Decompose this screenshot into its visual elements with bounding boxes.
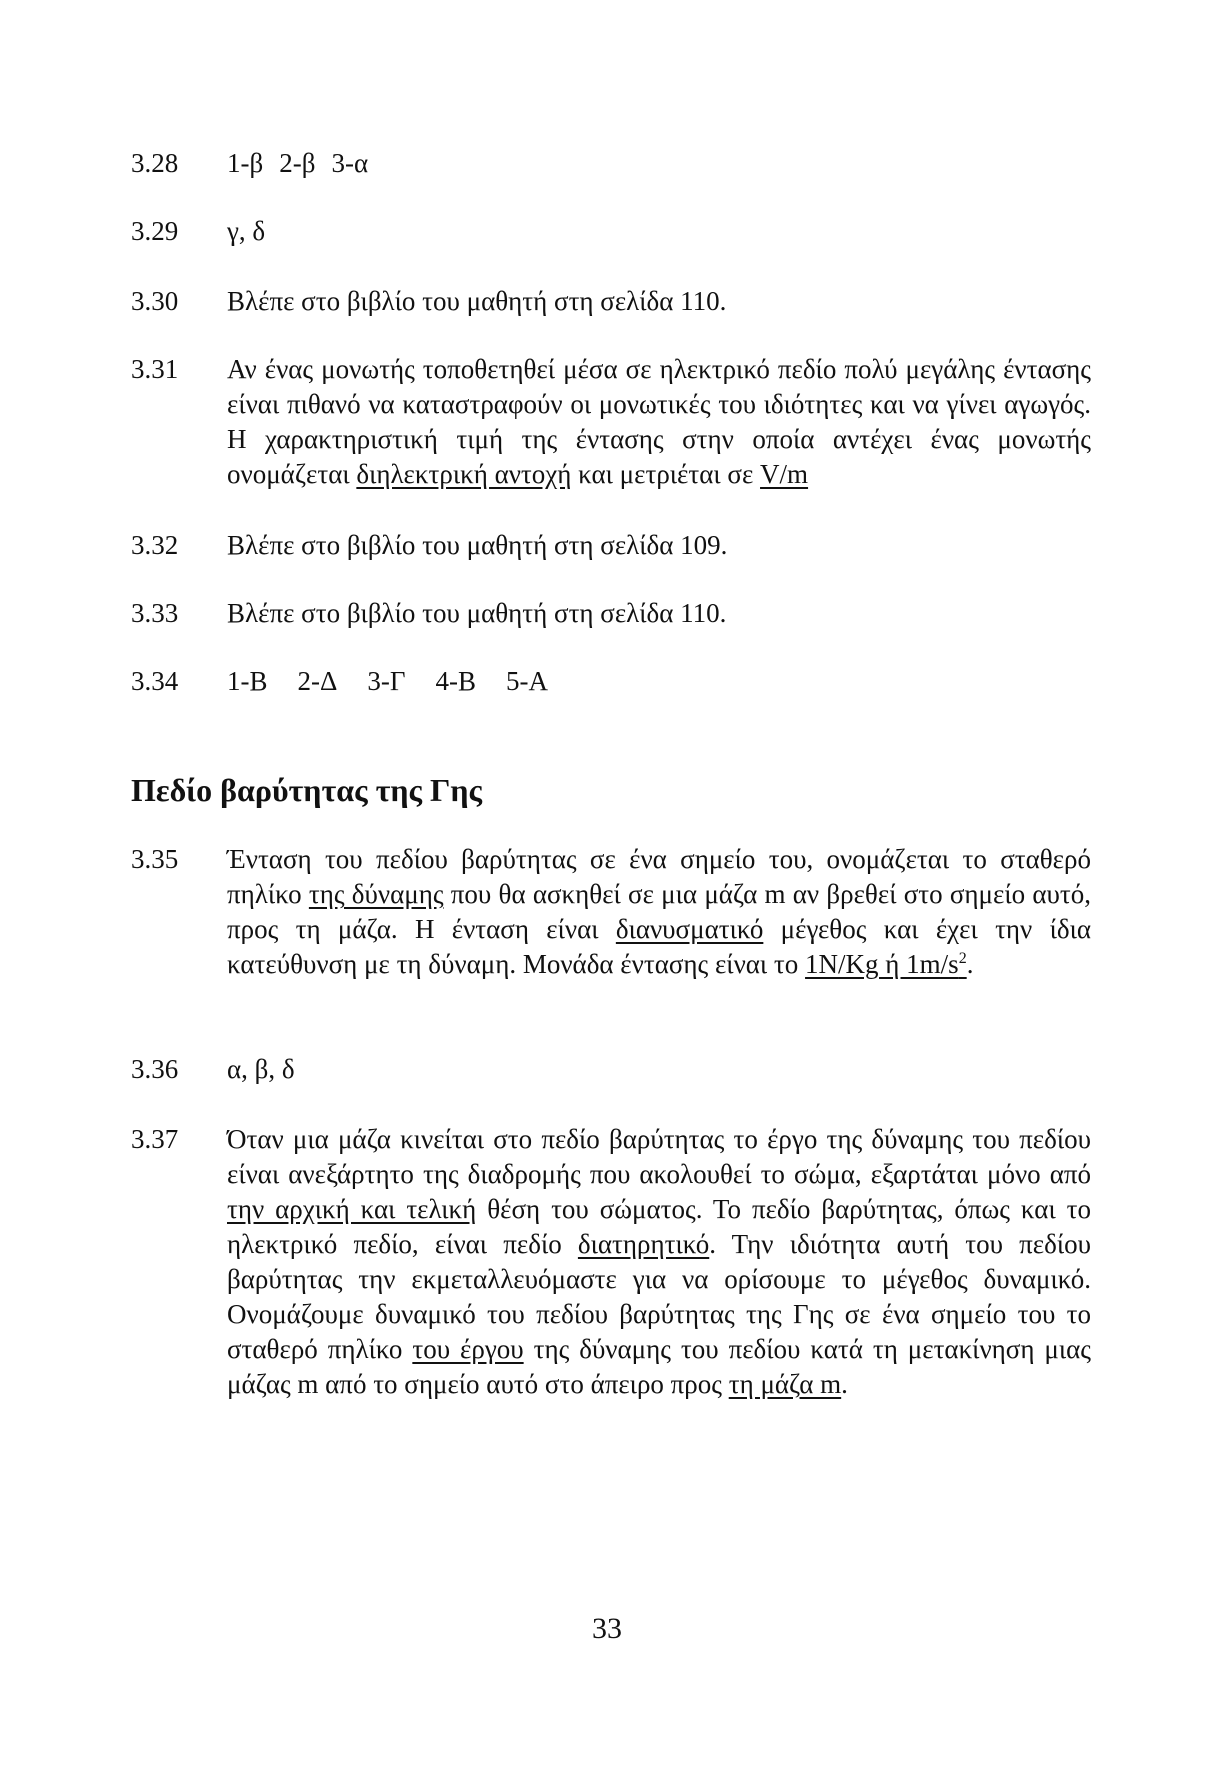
underlined-term: διατηρητικό <box>577 1229 710 1259</box>
item-number: 3.30 <box>131 286 179 316</box>
page-number: 33 <box>592 1612 622 1645</box>
paragraph-text: Ένταση του πεδίου βαρύτητας σε ένα σημείο του, ονομάζεται το σταθερό πηλίκο <box>227 844 1091 909</box>
item-paragraph <box>227 352 1091 492</box>
item-number: 3.37 <box>131 1124 179 1154</box>
item-number: 3.36 <box>131 1054 179 1084</box>
underlined-term: V/m <box>760 459 809 489</box>
answer: 2-β <box>279 148 316 178</box>
item-paragraph <box>227 1122 1091 1402</box>
paragraph-text: Όταν μια μάζα κινείται στο πεδίο βαρύτητας το έργο της δύναμης του πεδίου είναι ανεξάρτητο της διαδρομής που ακολουθεί το σώμα, εξαρτάται μόνο από <box>227 1124 1091 1189</box>
item-answers <box>227 146 1091 181</box>
item-number: 3.32 <box>131 530 179 560</box>
item-number: 3.35 <box>131 844 179 874</box>
answer: 1-β <box>227 148 264 178</box>
underlined-term: του έργου <box>412 1334 524 1364</box>
item-text: α, β, δ <box>227 1054 295 1084</box>
underlined-term: την αρχική και τελική <box>227 1194 477 1224</box>
paragraph-text: Αν ένας μονωτής τοποθετηθεί μέσα σε ηλεκτρικό πεδίο πολύ μεγάλης έντασης είναι πιθανό να καταστραφούν οι μονωτικές του ιδιότητες και να γίνει αγωγός. Η χαρακτηριστική τιμή της έντασης στην οποία αντέχει ένας μονωτής ονομάζεται <box>227 354 1091 489</box>
item-number: 3.34 <box>131 666 179 696</box>
paragraph-text: θέση του σώματος. Το πεδίο βαρύτητας, όπως και το ηλεκτρικό πεδίο, είναι πεδίο <box>227 1194 1091 1259</box>
paragraph-text: που θα ασκηθεί σε μια μάζα m αν βρεθεί στο σημείο αυτό, προς τη μάζα. Η ένταση είναι <box>227 879 1091 944</box>
section-heading: Πεδίο βαρύτητας της Γης <box>131 772 483 808</box>
paragraph-text: . Την ιδιότητα αυτή του πεδίου βαρύτητας την εκμεταλλευόμαστε για να ορίσουμε το μέγεθος δυναμικό. Ονομάζουμε δυναμικό του πεδίου βαρύτητας της Γης σε ένα σημείο του το σταθερό πηλίκο <box>227 1229 1092 1364</box>
item-number: 3.31 <box>131 354 179 384</box>
paragraph-text: της δύναμης του πεδίου κατά τη μετακίνηση μιας μάζας m από το σημείο αυτό στο άπειρο προς <box>227 1334 1091 1399</box>
item-answers <box>227 664 1091 699</box>
answer: 3-Γ <box>367 666 406 696</box>
answer: 5-Α <box>505 666 548 696</box>
answer: 4-Β <box>435 666 476 696</box>
underlined-term: τη μάζα m <box>728 1369 842 1399</box>
answer: 2-Δ <box>297 666 338 696</box>
paragraph-text: μέγεθος και έχει την ίδια κατεύθυνση με τη δύναμη. Μονάδα έντασης είναι το <box>227 914 1091 979</box>
unit-exponent: 2 <box>958 950 967 967</box>
unit-text: 1N/Kg ή 1m/s <box>805 949 959 979</box>
underlined-term: διηλεκτρική αντοχή <box>356 459 572 489</box>
item-text: γ, δ <box>227 216 266 246</box>
item-number: 3.29 <box>131 216 179 246</box>
paragraph-text: και μετριέται σε <box>571 459 761 489</box>
item-text: Βλέπε στο βιβλίο του μαθητή στη σελίδα 110. <box>227 598 727 628</box>
underlined-term: διανυσματικό <box>615 914 764 944</box>
underlined-term: της δύναμης <box>308 879 444 909</box>
item-number: 3.33 <box>131 598 179 628</box>
paragraph-text: . <box>966 949 974 979</box>
item-text: Βλέπε στο βιβλίο του μαθητή στη σελίδα 109. <box>227 530 728 560</box>
item-paragraph <box>227 842 1091 982</box>
answer: 3-α <box>331 148 369 178</box>
item-text: Βλέπε στο βιβλίο του μαθητή στη σελίδα 110. <box>227 286 727 316</box>
paragraph-text: . <box>841 1369 848 1399</box>
underlined-unit <box>805 949 967 979</box>
answer: 1-Β <box>227 666 268 696</box>
item-number: 3.28 <box>131 148 179 178</box>
